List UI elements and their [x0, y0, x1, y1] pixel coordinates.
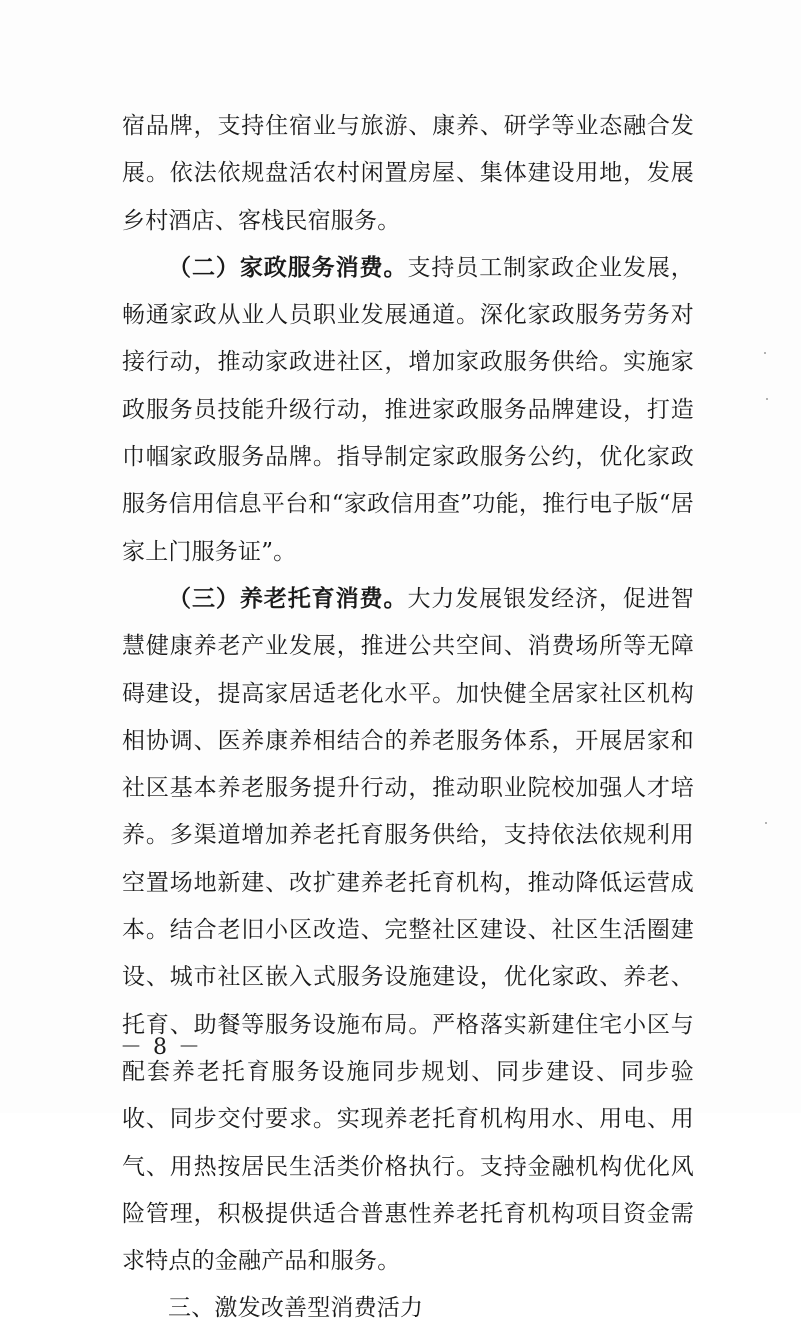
section-two-body: 支持员工制家政企业发展，畅通家政从业人员职业发展通道。深化家政服务劳务对接行动，推动家政进社区，增加家政服务供给。实施家政服务员技能升级行动，推进家政服务品牌建设，打造巾帼家政服务品牌。指导制定家政服务公约，优化家政服务信用信息平台和“家政信用查”功能，推行电子版“居家上门服务证”。	[122, 254, 695, 565]
scan-speck	[765, 822, 767, 824]
scan-speck	[764, 352, 766, 354]
part-three-heading: 三、激发改善型消费活力	[168, 1295, 424, 1322]
section-three-body: 大力发展银发经济，促进智慧健康养老产业发展，推进公共空间、消费场所等无障碍建设，提高家居适老化水平。加快健全居家社区机构相协调、医养康养相结合的养老服务体系，开展居家和社区基本养老服务提升行动，推动职业院校加强人才培养。多渠道增加养老托育服务供给，支持依法依规利用空置场地新建、改扩建养老托育机构，推动降低运营成本。结合老旧小区改造、完整社区建设、社区生活圈建设、城市社区嵌入式服务设施建设，优化家政、养老、托育、助餐等服务设施布局。严格落实新建住宅小区与配套养老托育服务设施同步规划、同步建设、同步验收、同步交付要求。实现养老托育机构用水、用电、用气、用热按居民生活类价格执行。支持金融机构优化风险管理，积极提供适合普惠性养老托育机构项目资金需求特点的金融产品和服务。	[122, 585, 695, 1275]
section-two-paragraph	[122, 245, 694, 576]
scan-speck	[766, 398, 768, 400]
document-body	[122, 103, 694, 1333]
intro-paragraph: 宿品牌，支持住宿业与旅游、康养、研学等业态融合发展。依法依规盘活农村闲置房屋、集体建设用地，发展乡村酒店、客栈民宿服务。	[122, 113, 694, 234]
section-two-heading: （二）家政服务消费。	[168, 254, 408, 281]
section-three-paragraph	[122, 576, 694, 1285]
section-three-heading: （三）养老托育消费。	[168, 585, 408, 612]
page-number: － 8 －	[120, 1035, 202, 1060]
